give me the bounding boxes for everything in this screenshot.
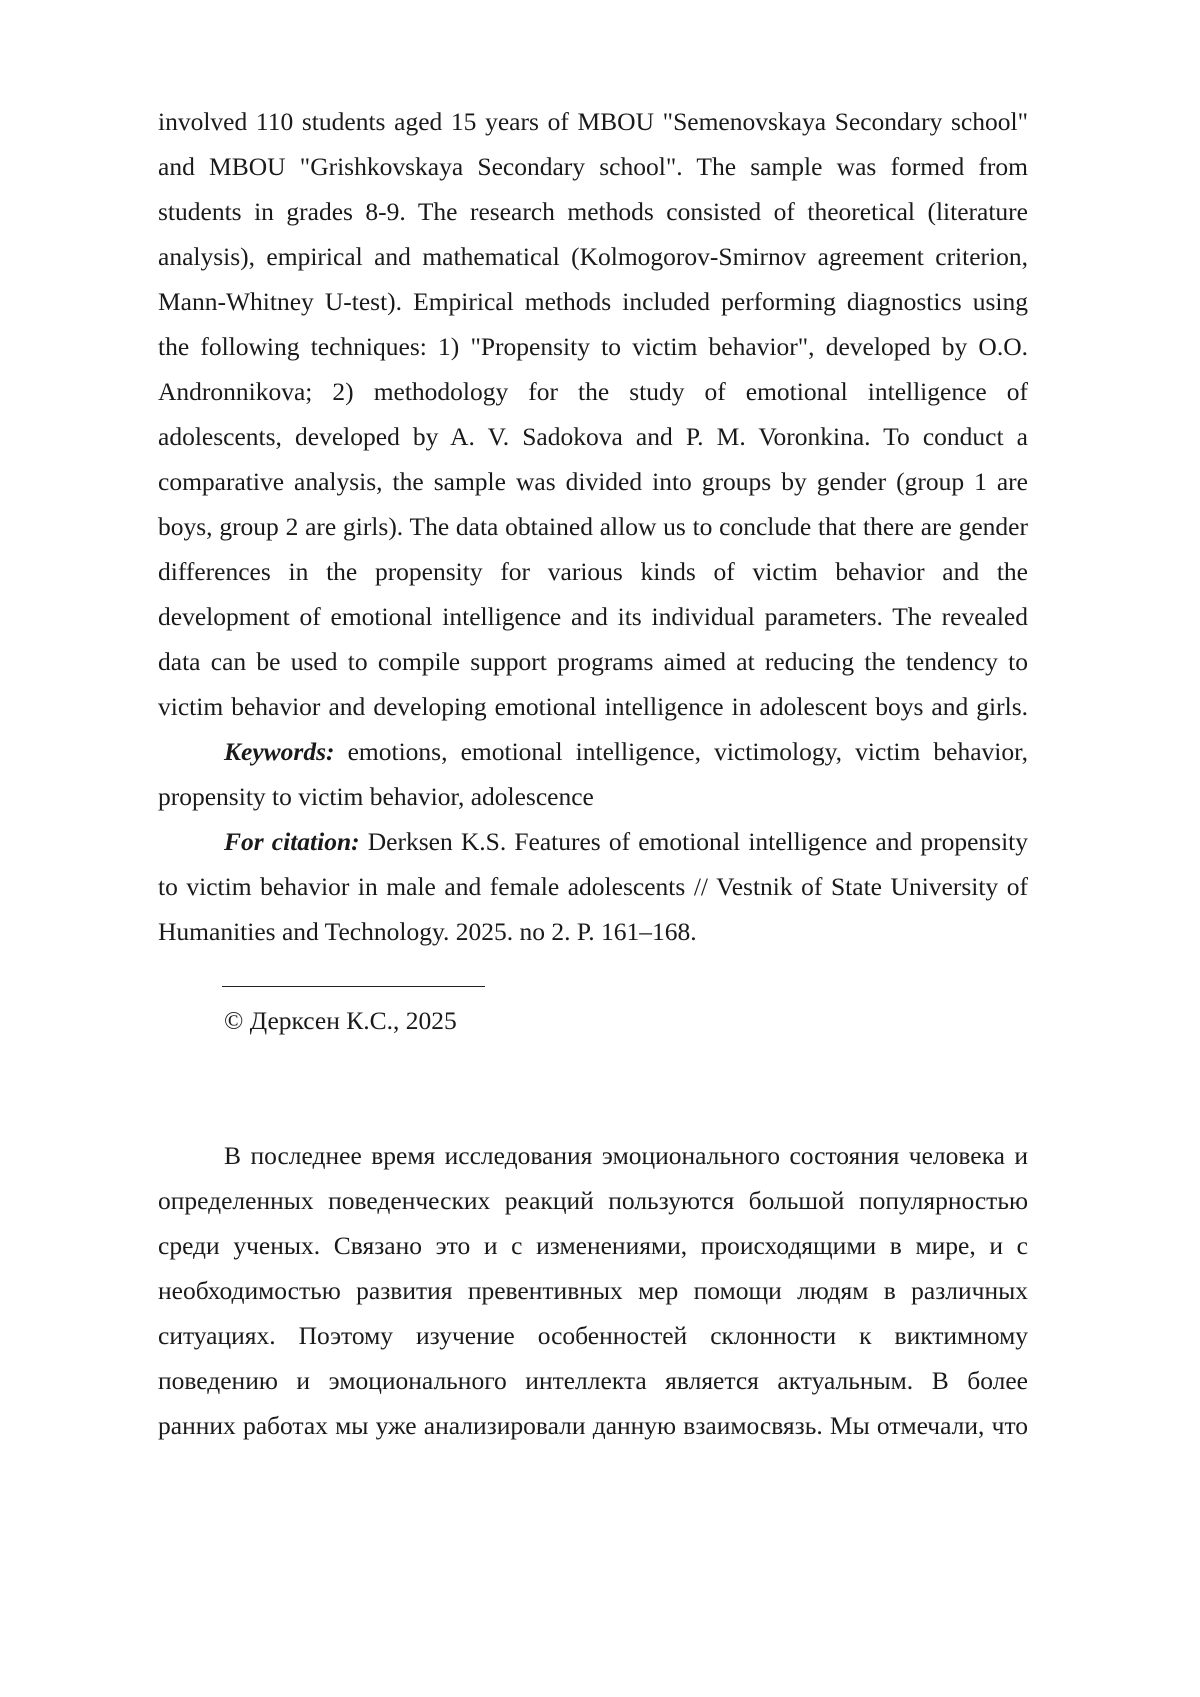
abstract-line: comparative analysis, the sample was divided into groups by gender (group 1 are bbox=[158, 467, 1028, 497]
abstract-line: students in grades 8-9. The research methods consisted of theoretical (literature bbox=[158, 197, 1028, 227]
body-line: определенных поведенческих реакций пользуются большой популярностью bbox=[158, 1186, 1028, 1216]
abstract-line: data can be used to compile support programs aimed at reducing the tendency to bbox=[158, 647, 1028, 677]
abstract-line: and MBOU "Grishkovskaya Secondary school". The sample was formed from bbox=[158, 152, 1028, 182]
citation-line: to victim behavior in male and female adolescents // Vestnik of State University of bbox=[158, 872, 1028, 902]
abstract-line: differences in the propensity for various kinds of victim behavior and the bbox=[158, 557, 1028, 587]
abstract-line: adolescents, developed by A. V. Sadokova and P. M. Voronkina. To conduct a bbox=[158, 422, 1028, 452]
citation-line bbox=[224, 827, 1028, 857]
body-line: В последнее время исследования эмоционального состояния человека и bbox=[224, 1141, 1028, 1171]
copyright-footnote: © Дерксен К.С., 2025 bbox=[224, 1006, 1028, 1036]
abstract-line: boys, group 2 are girls). The data obtained allow us to conclude that there are gender bbox=[158, 512, 1028, 542]
abstract-line: the following techniques: 1) "Propensity to victim behavior", developed by O.O. bbox=[158, 332, 1028, 362]
footnote-divider bbox=[222, 986, 485, 987]
citation-line: Humanities and Technology. 2025. no 2. P. 161–168. bbox=[158, 917, 1028, 947]
body-line: среди ученых. Связано это и с изменениями, происходящими в мире, и с bbox=[158, 1231, 1028, 1261]
keywords-line bbox=[224, 737, 1028, 767]
abstract-line: involved 110 students aged 15 years of MBOU "Semenovskaya Secondary school" bbox=[158, 107, 1028, 137]
body-line: ситуациях. Поэтому изучение особенностей склонности к виктимному bbox=[158, 1321, 1028, 1351]
keywords-text: emotions, emotional intelligence, victimology, victim behavior, bbox=[335, 737, 1029, 766]
body-line: поведению и эмоционального интеллекта является актуальным. В более bbox=[158, 1366, 1028, 1396]
abstract-line: development of emotional intelligence and its individual parameters. The revealed bbox=[158, 602, 1028, 632]
abstract-line: victim behavior and developing emotional intelligence in adolescent boys and girls. bbox=[158, 692, 1028, 722]
keywords-label: Keywords: bbox=[224, 737, 335, 766]
body-line: необходимостью развития превентивных мер помощи людям в различных bbox=[158, 1276, 1028, 1306]
body-line: ранних работах мы уже анализировали данную взаимосвязь. Мы отмечали, что bbox=[158, 1411, 1028, 1441]
abstract-line: Andronnikova; 2) methodology for the study of emotional intelligence of bbox=[158, 377, 1028, 407]
keywords-line: propensity to victim behavior, adolescence bbox=[158, 782, 1028, 812]
citation-text: Derksen K.S. Features of emotional intelligence and propensity bbox=[360, 827, 1028, 856]
citation-label: For citation: bbox=[224, 827, 360, 856]
abstract-line: analysis), empirical and mathematical (Kolmogorov-Smirnov agreement criterion, bbox=[158, 242, 1028, 272]
abstract-line: Mann-Whitney U-test). Empirical methods included performing diagnostics using bbox=[158, 287, 1028, 317]
